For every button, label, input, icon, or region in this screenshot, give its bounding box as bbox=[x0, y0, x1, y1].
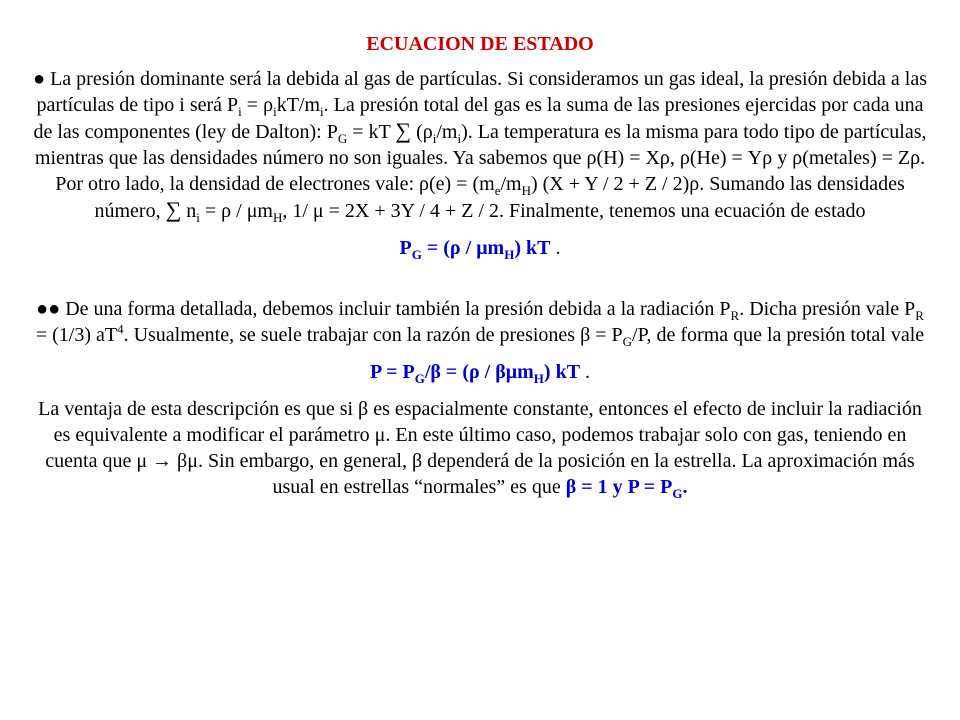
highlight-beta: β = 1 y P = P bbox=[565, 476, 673, 498]
subscript: i bbox=[320, 104, 324, 119]
subscript: i bbox=[457, 131, 462, 146]
subscript: i bbox=[196, 210, 200, 225]
text: /m bbox=[436, 121, 458, 143]
spacer bbox=[30, 262, 930, 296]
eq-text: P bbox=[399, 237, 412, 259]
subscript: H bbox=[521, 183, 531, 198]
text: De una forma detallada, debemos incluir también la presión debida a la radiación P bbox=[60, 298, 731, 320]
slide bbox=[30, 30, 930, 500]
paragraph-advantage bbox=[30, 396, 930, 500]
text: La ventaja de esta descripción es que si β es espacialmente constante, entonces el efecto de incluir la radiación es equivalente a modificar el parámetro μ. En este último caso, podemos trabajar solo con gas, teniendo en cuenta que μ → βμ. Sin embargo, en general, β dependerá de la posición en la estrella. La aproximación más usual en estrellas “normales” es que bbox=[38, 398, 922, 498]
eq-text: ) kT bbox=[543, 361, 581, 383]
eq-subscript: H bbox=[504, 247, 515, 262]
eq-subscript: G bbox=[414, 371, 425, 386]
subscript: H bbox=[272, 210, 283, 225]
text: (ρ bbox=[411, 121, 433, 143]
text: , 1/ μ = 2X + 3Y / 4 + Z / 2. Finalmente, tenemos una ecuación de estado bbox=[282, 200, 866, 222]
bullet-icon: ●● bbox=[36, 298, 61, 320]
eq-text: /β = (ρ / βμm bbox=[424, 361, 534, 383]
subscript: R bbox=[915, 308, 924, 323]
text: /m bbox=[500, 173, 522, 195]
highlight-period: . bbox=[682, 476, 688, 498]
slide-title: ECUACION DE ESTADO bbox=[366, 33, 594, 55]
summation-icon: ∑ bbox=[165, 197, 182, 222]
text: kT/m bbox=[276, 94, 321, 116]
text: /P, de forma que la presión total vale bbox=[632, 324, 925, 346]
subscript: e bbox=[494, 183, 501, 198]
text: ) (X + Y / 2 + Z / 2)ρ. Sumando las densidades número, bbox=[94, 173, 905, 222]
text: . Dicha presión vale P bbox=[739, 298, 916, 320]
text: = ρ / μm bbox=[199, 200, 273, 222]
eq-subscript: H bbox=[533, 371, 544, 386]
text: . La presión total del gas es la suma de las presiones ejercidas por cada una de las componentes (ley de Dalton): P bbox=[33, 94, 924, 143]
subscript: i bbox=[432, 131, 437, 146]
eq-subscript: G bbox=[411, 247, 422, 262]
superscript: 4 bbox=[117, 321, 124, 337]
subscript: i bbox=[238, 104, 242, 119]
paragraph-radiation-pressure bbox=[30, 296, 930, 348]
text: n bbox=[181, 200, 197, 222]
text: . Usualmente, se suele trabajar con la razón de presiones β = P bbox=[123, 324, 623, 346]
subscript: G bbox=[622, 334, 633, 349]
eq-text: P = P bbox=[369, 361, 415, 383]
text: = (1/3) aT bbox=[35, 324, 118, 346]
bullet-icon: ● bbox=[32, 68, 46, 90]
equation-total-pressure bbox=[30, 358, 930, 386]
summation-icon: ∑ bbox=[395, 118, 412, 143]
eq-period: . bbox=[550, 237, 561, 259]
paragraph-dominant-pressure bbox=[30, 66, 930, 224]
spacer bbox=[30, 386, 930, 396]
text: ). La temperatura es la misma para todo tipo de partículas, mientras que las densidades número no son iguales. Ya sabemos que ρ(H) = Xρ, ρ(He) = Yρ y ρ(metales) = Zρ. Por otro lado, la densidad de electrones vale: ρ(e) = (m bbox=[34, 121, 927, 195]
eq-text: ) kT bbox=[514, 237, 551, 259]
text: La presión dominante será la debida al gas de partículas. Si consideramos un gas ideal, la presión debida a las partículas de tipo i será P bbox=[36, 68, 928, 116]
eq-period: . bbox=[580, 361, 591, 383]
highlight-subscript: G bbox=[672, 486, 683, 501]
text: = kT bbox=[347, 121, 396, 143]
subscript: i bbox=[273, 104, 277, 119]
text: = ρ bbox=[241, 94, 274, 116]
eq-text: = (ρ / μm bbox=[421, 237, 505, 259]
subscript: G bbox=[337, 131, 348, 146]
equation-gas-pressure bbox=[30, 234, 930, 262]
subscript: R bbox=[730, 308, 740, 323]
